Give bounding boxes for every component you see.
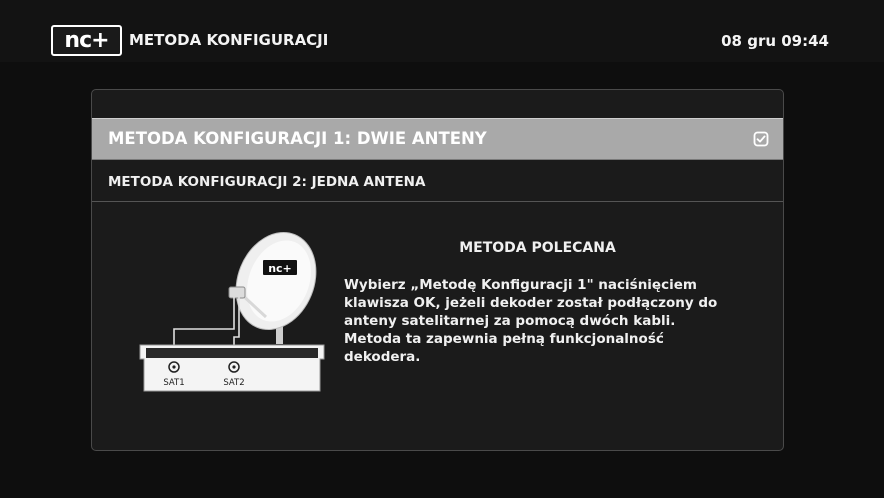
lnb-icon (229, 287, 245, 298)
date-time: 08 gru 09:44 (721, 32, 829, 50)
port-sat2-label: SAT2 (223, 378, 245, 388)
checkbox-checked-icon (753, 131, 769, 147)
decoder-top-panel (146, 348, 318, 358)
option-label: METODA KONFIGURACJI 2: JEDNA ANTENA (108, 174, 426, 190)
description-line: Metoda ta zapewnia pełną funkcjonalność (344, 331, 664, 347)
option-label: METODA KONFIGURACJI 1: DWIE ANTENY (108, 129, 487, 148)
top-bar (0, 0, 884, 62)
dish-logo-text: nc+ (268, 262, 292, 275)
description-line: anteny satelitarnej za pomocą dwóch kabli. (344, 313, 676, 329)
port-sat2-pin (232, 365, 235, 368)
recommended-description (344, 276, 739, 366)
description-line: Wybierz „Metodę Konfiguracji 1" naciśnięciem (344, 277, 697, 293)
description-line: klawisza OK, jeżeli dekoder został podłączony do (344, 295, 718, 311)
option-two-antennas[interactable] (92, 118, 783, 160)
nc-plus-logo: nc+ (51, 25, 122, 56)
port-sat1-pin (172, 365, 175, 368)
page-title: METODA KONFIGURACJI (129, 31, 329, 49)
description-line: dekodera. (344, 349, 421, 365)
option-one-antenna[interactable] (92, 161, 783, 202)
dual-cable-diagram (138, 229, 328, 395)
recommended-heading: METODA POLECANA (459, 240, 616, 256)
port-sat1-label: SAT1 (163, 378, 185, 388)
